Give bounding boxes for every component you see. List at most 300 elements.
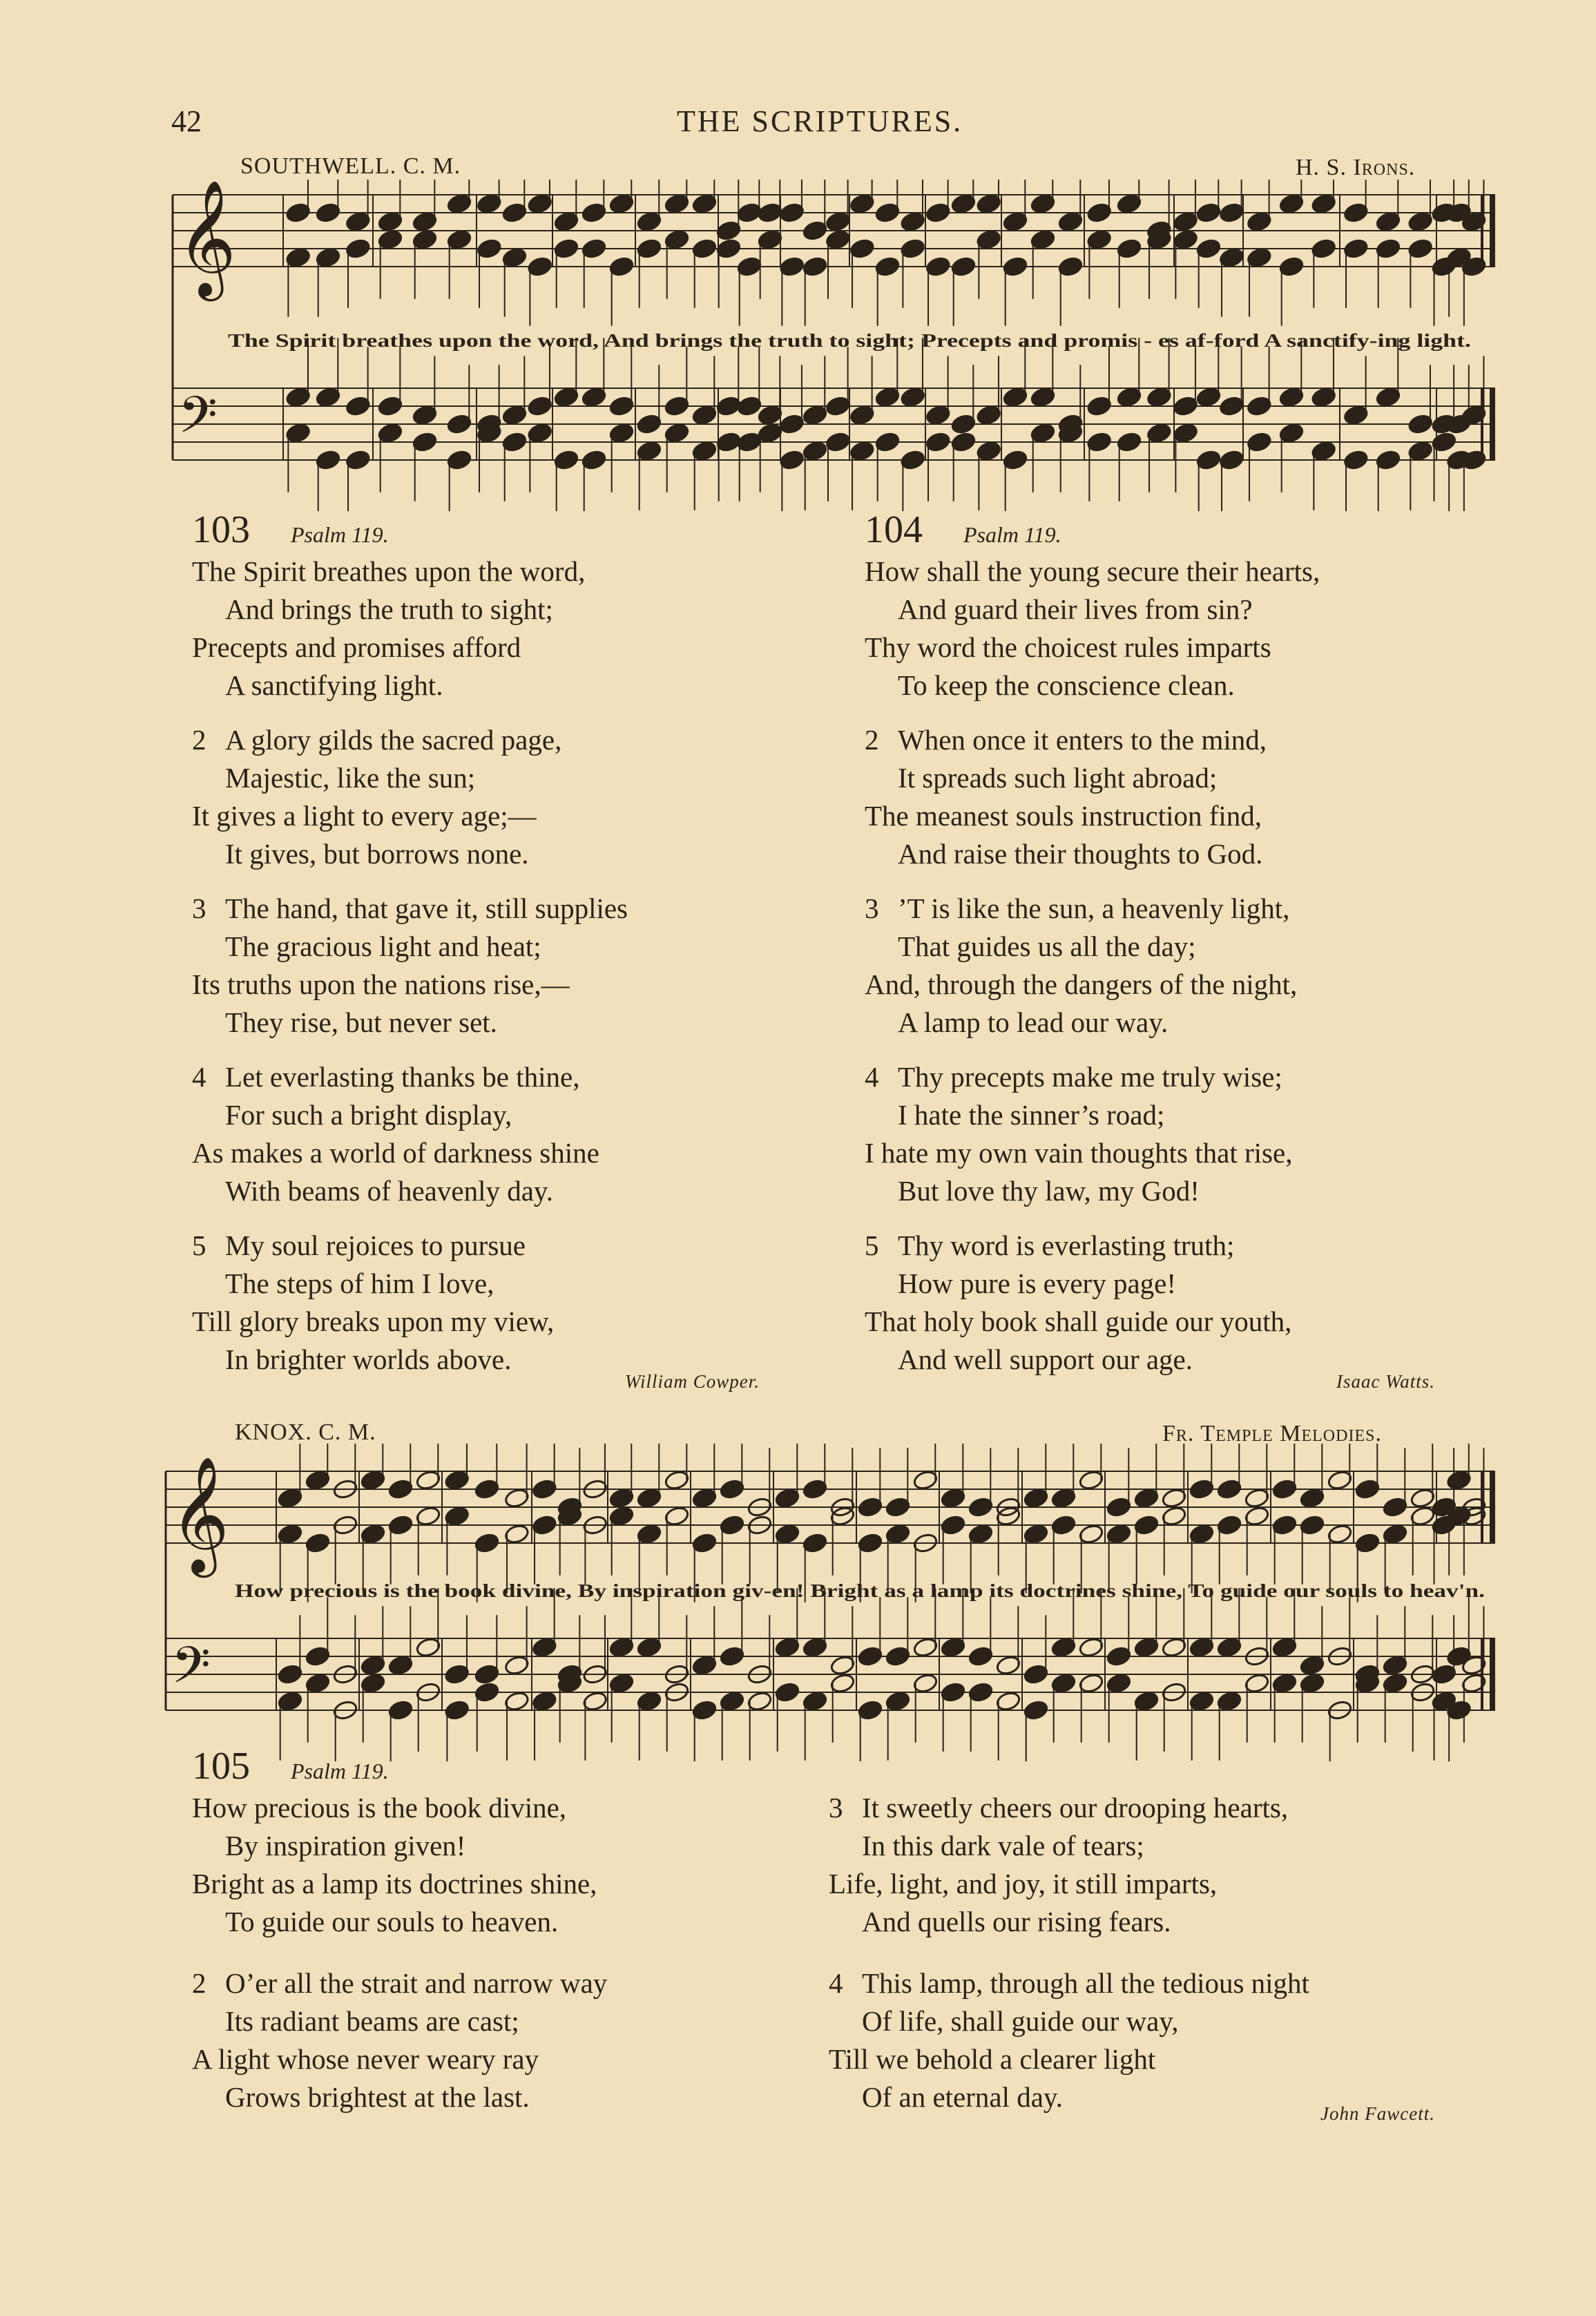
- note-head: [474, 1663, 500, 1685]
- verse-line: [865, 553, 1555, 591]
- note-head: [1218, 449, 1244, 471]
- verse-text: With beams of heavenly day.: [225, 1175, 554, 1207]
- verse-text: Till glory breaks upon my view,: [192, 1305, 555, 1337]
- verse-text: The gracious light and heat;: [225, 930, 541, 962]
- note-head: [1246, 247, 1272, 269]
- note-head: [1195, 449, 1222, 471]
- verse-line: [865, 966, 1555, 1004]
- note-head: [1271, 1636, 1298, 1658]
- note-head: [1106, 1496, 1132, 1518]
- stanza: [192, 1789, 814, 1941]
- note-head: [950, 431, 977, 453]
- note-head: [476, 238, 502, 260]
- note-head: [1311, 193, 1337, 215]
- note-head: [664, 395, 690, 417]
- verse-text: And well support our age.: [898, 1343, 1193, 1375]
- note-head: [608, 395, 635, 417]
- note-head: [1271, 1514, 1298, 1536]
- note-head: [1116, 386, 1142, 408]
- note-head: [1078, 1672, 1104, 1694]
- verse-line: [192, 721, 841, 759]
- verse-line: [829, 2040, 1519, 2078]
- note-head: [608, 1487, 635, 1509]
- note-head: [582, 1690, 608, 1712]
- note-head: [719, 1478, 745, 1500]
- note-head: [412, 229, 438, 251]
- tune1-score: [0, 180, 1596, 511]
- hymn103-heading: [192, 508, 389, 552]
- note-head: [531, 1478, 557, 1500]
- note-head: [757, 404, 783, 426]
- verse-text: And quells our rising fears.: [862, 1906, 1171, 1937]
- verse-line: [865, 1096, 1555, 1134]
- verse-line: [192, 629, 841, 667]
- tune2-underlay: How precious is the book divine, By inspiration giv-en! Bright as a lamp its doctrines shine, To guide our souls to heav'n.: [235, 1580, 1485, 1601]
- treble-clef-icon: 𝄞: [177, 180, 237, 296]
- note-head: [1173, 229, 1199, 251]
- verse-text: Thy word the choicest rules imparts: [865, 631, 1271, 663]
- note-head: [849, 193, 875, 215]
- note-head: [285, 386, 311, 408]
- note-head: [691, 1487, 718, 1509]
- verse-text: The Spirit breathes upon the word,: [192, 555, 586, 587]
- note-head: [444, 1699, 470, 1721]
- stanza: [192, 721, 841, 873]
- note-head: [377, 211, 403, 233]
- note-head: [636, 211, 662, 233]
- note-head: [1407, 211, 1434, 233]
- verse-line: [865, 797, 1555, 835]
- note-head: [968, 1523, 994, 1545]
- note-head: [691, 238, 718, 260]
- note-head: [802, 1690, 828, 1712]
- note-head: [900, 238, 926, 260]
- note-head: [1299, 1514, 1325, 1536]
- note-head: [608, 1505, 635, 1527]
- verse-text: It gives a light to every age;—: [192, 800, 537, 832]
- note-head: [1216, 1690, 1242, 1712]
- note-head: [527, 422, 553, 444]
- verse-text: To keep the conscience clean.: [898, 669, 1235, 701]
- note-head: [1343, 449, 1369, 471]
- note-head: [976, 193, 1002, 215]
- note-head: [912, 1672, 939, 1694]
- verse-line: [865, 629, 1555, 667]
- note-head: [664, 1469, 690, 1491]
- note-head: [581, 202, 607, 224]
- note-head: [1327, 1523, 1353, 1545]
- note-head: [1299, 1672, 1325, 1694]
- verse-line: [865, 591, 1555, 629]
- note-head: [900, 386, 926, 408]
- note-head: [1106, 1523, 1132, 1545]
- note-head: [531, 1514, 557, 1536]
- tune2-composer: Fr. Temple Melodies.: [1162, 1421, 1382, 1446]
- verse-text: Let everlasting thanks be thine,: [225, 1061, 580, 1093]
- note-head: [415, 1469, 441, 1491]
- verse-line: [192, 1134, 841, 1172]
- note-head: [636, 440, 662, 462]
- note-head: [691, 1654, 718, 1676]
- verse-line: [192, 2002, 814, 2040]
- verse-line: [829, 1964, 1519, 2002]
- stanza-number: 2: [192, 1967, 206, 1999]
- verse-text: As makes a world of darkness shine: [192, 1137, 599, 1169]
- note-head: [636, 238, 662, 260]
- note-head: [360, 1672, 386, 1694]
- note-head: [829, 1654, 856, 1676]
- verse-text: A glory gilds the sacred page,: [225, 724, 562, 756]
- note-head: [501, 431, 528, 453]
- note-head: [779, 449, 805, 471]
- verse-line: [192, 966, 841, 1004]
- note-head: [1050, 1636, 1077, 1658]
- note-head: [774, 1636, 800, 1658]
- verse-line: [865, 759, 1555, 797]
- note-head: [1375, 211, 1401, 233]
- note-head: [1271, 1478, 1298, 1500]
- verse-line: [865, 1172, 1555, 1210]
- stanza-number: 3: [829, 1792, 843, 1824]
- note-head: [1216, 1478, 1242, 1500]
- note-head: [1002, 386, 1028, 408]
- note-head: [747, 1690, 773, 1712]
- note-head: [925, 404, 951, 426]
- note-head: [531, 1690, 557, 1712]
- note-head: [377, 229, 403, 251]
- note-head: [1133, 1636, 1160, 1658]
- verse-text: The hand, that gave it, still supplies: [225, 892, 628, 924]
- note-head: [285, 247, 311, 269]
- hymn104-text: [865, 553, 1555, 1379]
- note-head: [925, 431, 951, 453]
- note-head: [553, 238, 579, 260]
- note-head: [1030, 193, 1056, 215]
- stanza: [192, 1058, 841, 1210]
- note-head: [503, 1654, 530, 1676]
- verse-line: [829, 1789, 1519, 1827]
- note-head: [305, 1469, 331, 1491]
- note-head: [446, 413, 472, 435]
- note-head: [976, 440, 1002, 462]
- note-head: [802, 1636, 828, 1658]
- verse-text: My soul rejoices to pursue: [225, 1229, 526, 1261]
- note-head: [757, 202, 783, 224]
- note-head: [1431, 1663, 1457, 1685]
- stanza: [192, 1964, 814, 2116]
- note-head: [1030, 422, 1056, 444]
- verse-line: [192, 1004, 841, 1042]
- note-head: [360, 1654, 386, 1676]
- note-head: [691, 1532, 718, 1554]
- note-head: [1375, 449, 1401, 471]
- hymn104-heading: [865, 508, 1061, 552]
- note-head: [415, 1636, 441, 1658]
- note-head: [1311, 238, 1337, 260]
- final-barline: [1490, 388, 1495, 460]
- verse-text: ’T is like the sun, a heavenly light,: [898, 892, 1290, 924]
- note-head: [849, 404, 875, 426]
- note-head: [1189, 1523, 1215, 1545]
- note-head: [849, 238, 875, 260]
- note-head: [527, 395, 553, 417]
- verse-text: The steps of him I love,: [225, 1267, 494, 1299]
- note-head: [1133, 1487, 1160, 1509]
- stanza: [865, 721, 1555, 873]
- note-head: [1078, 1469, 1104, 1491]
- note-head: [444, 1505, 470, 1527]
- verse-line: [192, 890, 841, 928]
- note-head: [1002, 211, 1028, 233]
- note-head: [444, 1663, 470, 1685]
- verse-text: To guide our souls to heaven.: [225, 1906, 559, 1937]
- note-head: [1311, 440, 1337, 462]
- hymn104-source: Psalm 119.: [963, 522, 1061, 547]
- note-head: [995, 1654, 1021, 1676]
- note-head: [305, 1672, 331, 1694]
- note-head: [1086, 431, 1113, 453]
- hymn104-author: Isaac Watts.: [1336, 1371, 1436, 1392]
- note-head: [885, 1523, 911, 1545]
- hymn105-number: 105: [192, 1745, 250, 1788]
- page-number: 42: [171, 104, 202, 138]
- note-head: [345, 211, 371, 233]
- note-head: [925, 202, 951, 224]
- note-head: [1030, 386, 1056, 408]
- note-head: [940, 1514, 966, 1536]
- verse-text: But love thy law, my God!: [898, 1175, 1200, 1207]
- note-head: [315, 449, 341, 471]
- note-head: [1086, 229, 1113, 251]
- note-head: [377, 422, 403, 444]
- note-head: [527, 193, 553, 215]
- note-head: [1030, 229, 1056, 251]
- stanza: [865, 553, 1555, 705]
- tune1-underlay: The Spirit breathes upon the word, And brings the truth to sight; Precepts and promis - es af-ford A sanctify-ing light.: [228, 330, 1471, 351]
- note-head: [501, 247, 528, 269]
- note-head: [1246, 431, 1272, 453]
- verse-text: And brings the truth to sight;: [225, 593, 553, 625]
- note-head: [1023, 1487, 1049, 1509]
- note-head: [412, 404, 438, 426]
- note-head: [581, 449, 607, 471]
- note-head: [950, 193, 977, 215]
- verse-line: [192, 1265, 841, 1303]
- verse-text: The meanest souls instruction find,: [865, 800, 1262, 832]
- note-head: [825, 229, 851, 251]
- note-head: [885, 1690, 911, 1712]
- note-head: [736, 256, 762, 278]
- note-head: [1057, 211, 1084, 233]
- note-head: [857, 1645, 883, 1667]
- tune1-composer: H. S. Irons.: [1296, 155, 1416, 180]
- note-head: [1146, 422, 1172, 444]
- verse-line: [829, 2002, 1519, 2040]
- note-head: [874, 386, 901, 408]
- treble-clef-icon: 𝄞: [170, 1456, 230, 1573]
- hymn104-number: 104: [865, 508, 923, 551]
- note-head: [757, 229, 783, 251]
- running-head: THE SCRIPTURES.: [677, 104, 963, 138]
- note-head: [474, 1478, 500, 1500]
- note-head: [474, 1532, 500, 1554]
- verse-line: [865, 928, 1555, 966]
- verse-text: By inspiration given!: [225, 1830, 466, 1862]
- note-head: [581, 386, 607, 408]
- note-head: [900, 449, 926, 471]
- note-head: [277, 1487, 303, 1509]
- note-head: [387, 1514, 414, 1536]
- note-head: [553, 211, 579, 233]
- note-head: [968, 1496, 994, 1518]
- note-head: [360, 1469, 386, 1491]
- verse-text: It sweetly cheers our drooping hearts,: [862, 1792, 1289, 1824]
- verse-line: [865, 1134, 1555, 1172]
- hymn105-heading: [192, 1744, 389, 1788]
- verse-text: Majestic, like the sun;: [225, 762, 476, 794]
- verse-text: And guard their lives from sin?: [898, 593, 1253, 625]
- note-head: [940, 1487, 966, 1509]
- verse-text: Grows brightest at the last.: [225, 2081, 530, 2113]
- verse-text: That guides us all the day;: [898, 930, 1196, 962]
- verse-line: [192, 553, 841, 591]
- note-head: [849, 440, 875, 462]
- note-head: [719, 1645, 745, 1667]
- note-head: [581, 238, 607, 260]
- note-head: [995, 1690, 1021, 1712]
- note-head: [1106, 1645, 1132, 1667]
- hymn103-author: William Cowper.: [625, 1371, 760, 1392]
- note-head: [874, 256, 901, 278]
- verse-text: Bright as a lamp its doctrines shine,: [192, 1868, 597, 1899]
- note-head: [736, 395, 762, 417]
- verse-text: It gives, but borrows none.: [225, 838, 529, 870]
- note-head: [1446, 1469, 1472, 1491]
- verse-line: [865, 1303, 1555, 1341]
- note-head: [412, 211, 438, 233]
- bass-clef-icon: 𝄢: [171, 1636, 211, 1707]
- stanza: [829, 1964, 1519, 2116]
- note-head: [1354, 1532, 1381, 1554]
- tune2-header: [235, 1419, 376, 1446]
- verse-text: I hate my own vain thoughts that rise,: [865, 1137, 1293, 1169]
- note-head: [1382, 1654, 1408, 1676]
- tune2-meter: C. M.: [318, 1419, 376, 1445]
- tune1-name: SOUTHWELL.: [240, 153, 397, 179]
- note-head: [1244, 1505, 1270, 1527]
- stanza-number: 3: [865, 892, 879, 924]
- verse-line: [192, 1172, 841, 1210]
- note-head: [387, 1478, 414, 1500]
- note-head: [1246, 211, 1272, 233]
- note-head: [802, 404, 828, 426]
- stanza: [865, 1058, 1555, 1210]
- note-head: [1375, 386, 1401, 408]
- note-head: [691, 404, 718, 426]
- note-head: [1023, 1523, 1049, 1545]
- note-head: [446, 229, 472, 251]
- hymn105-source: Psalm 119.: [291, 1759, 389, 1783]
- note-head: [476, 193, 502, 215]
- verse-line: [192, 1227, 841, 1265]
- note-head: [1278, 386, 1305, 408]
- note-head: [1195, 202, 1222, 224]
- verse-text: How pure is every page!: [898, 1267, 1177, 1299]
- note-head: [345, 395, 371, 417]
- note-head: [387, 1654, 414, 1676]
- note-head: [1050, 1514, 1077, 1536]
- verse-line: [192, 2040, 814, 2078]
- note-head: [1382, 1523, 1408, 1545]
- note-head: [636, 1523, 662, 1545]
- note-head: [1354, 1478, 1381, 1500]
- verse-text: O’er all the strait and narrow way: [225, 1967, 608, 1999]
- verse-text: A sanctifying light.: [225, 669, 443, 701]
- note-head: [387, 1699, 414, 1721]
- hymn103-text: [192, 553, 841, 1379]
- note-head: [315, 247, 341, 269]
- note-head: [1271, 1672, 1298, 1694]
- note-head: [825, 395, 851, 417]
- stanza-number: 4: [865, 1061, 879, 1093]
- stanza: [829, 1789, 1519, 1941]
- note-head: [1218, 395, 1244, 417]
- verse-line: [192, 1789, 814, 1827]
- note-head: [636, 1690, 662, 1712]
- note-head: [277, 1690, 303, 1712]
- note-head: [315, 386, 341, 408]
- note-head: [608, 1636, 635, 1658]
- note-head: [501, 404, 528, 426]
- note-head: [1244, 1672, 1270, 1694]
- note-head: [950, 413, 977, 435]
- note-head: [1133, 1690, 1160, 1712]
- verse-text: Precepts and promises afford: [192, 631, 521, 663]
- verse-line: [865, 1004, 1555, 1042]
- stanza-number: 2: [192, 724, 206, 756]
- note-head: [1023, 1663, 1049, 1685]
- hymn105-text-right: [829, 1789, 1519, 2116]
- note-head: [719, 1690, 745, 1712]
- verse-line: [865, 667, 1555, 705]
- note-head: [1446, 1645, 1472, 1667]
- note-head: [1410, 1487, 1436, 1509]
- verse-line: [192, 1096, 841, 1134]
- note-head: [736, 202, 762, 224]
- note-head: [1278, 193, 1305, 215]
- verse-text: How precious is the book divine,: [192, 1792, 567, 1824]
- note-head: [315, 202, 341, 224]
- note-head: [1343, 404, 1369, 426]
- verse-text: It spreads such light abroad;: [898, 762, 1218, 794]
- note-head: [874, 202, 901, 224]
- note-head: [1078, 1523, 1104, 1545]
- verse-text: How shall the young secure their hearts,: [865, 555, 1320, 587]
- note-head: [285, 422, 311, 444]
- note-head: [1195, 238, 1222, 260]
- verse-line: [192, 1303, 841, 1341]
- note-head: [825, 211, 851, 233]
- note-head: [715, 220, 742, 242]
- verse-text: And, through the dangers of the night,: [865, 968, 1298, 1000]
- verse-line: [865, 1227, 1555, 1265]
- note-head: [412, 431, 438, 453]
- note-head: [1278, 256, 1305, 278]
- verse-line: [865, 890, 1555, 928]
- note-head: [1189, 1478, 1215, 1500]
- note-head: [446, 449, 472, 471]
- note-head: [1161, 1636, 1187, 1658]
